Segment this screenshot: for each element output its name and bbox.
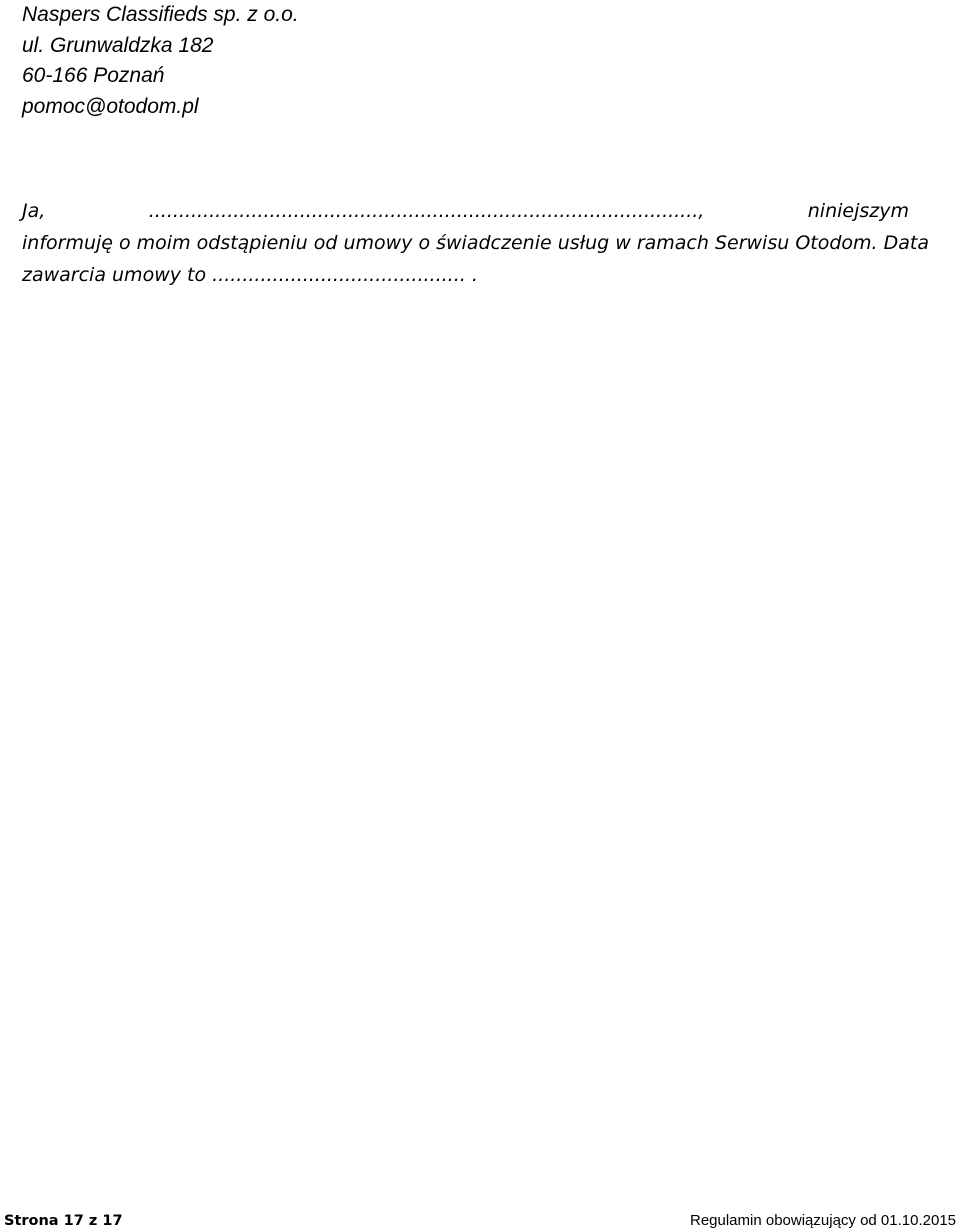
statement-line-2: informuję o moim odstąpieniu od umowy o świadczenie usług w ramach Serwisu Otodom. Data bbox=[22, 232, 929, 254]
contact-email: pomoc@otodom.pl bbox=[22, 94, 199, 118]
page-number: Strona 17 z 17 bbox=[4, 1213, 123, 1229]
street-address: ul. Grunwaldzka 182 bbox=[22, 33, 214, 57]
regulation-date: Regulamin obowiązujący od 01.10.2015 bbox=[689, 1212, 956, 1229]
postal-city: 60-166 Poznań bbox=[22, 64, 165, 87]
statement-line-1: Ja, ..........................................................................................., niniejszym bbox=[22, 200, 909, 222]
company-name: Naspers Classifieds sp. z o.o. bbox=[22, 3, 299, 26]
statement-line-3: zawarcia umowy to .......................................... . bbox=[22, 264, 478, 286]
withdrawal-statement bbox=[22, 195, 929, 291]
recipient-address bbox=[22, 0, 722, 122]
